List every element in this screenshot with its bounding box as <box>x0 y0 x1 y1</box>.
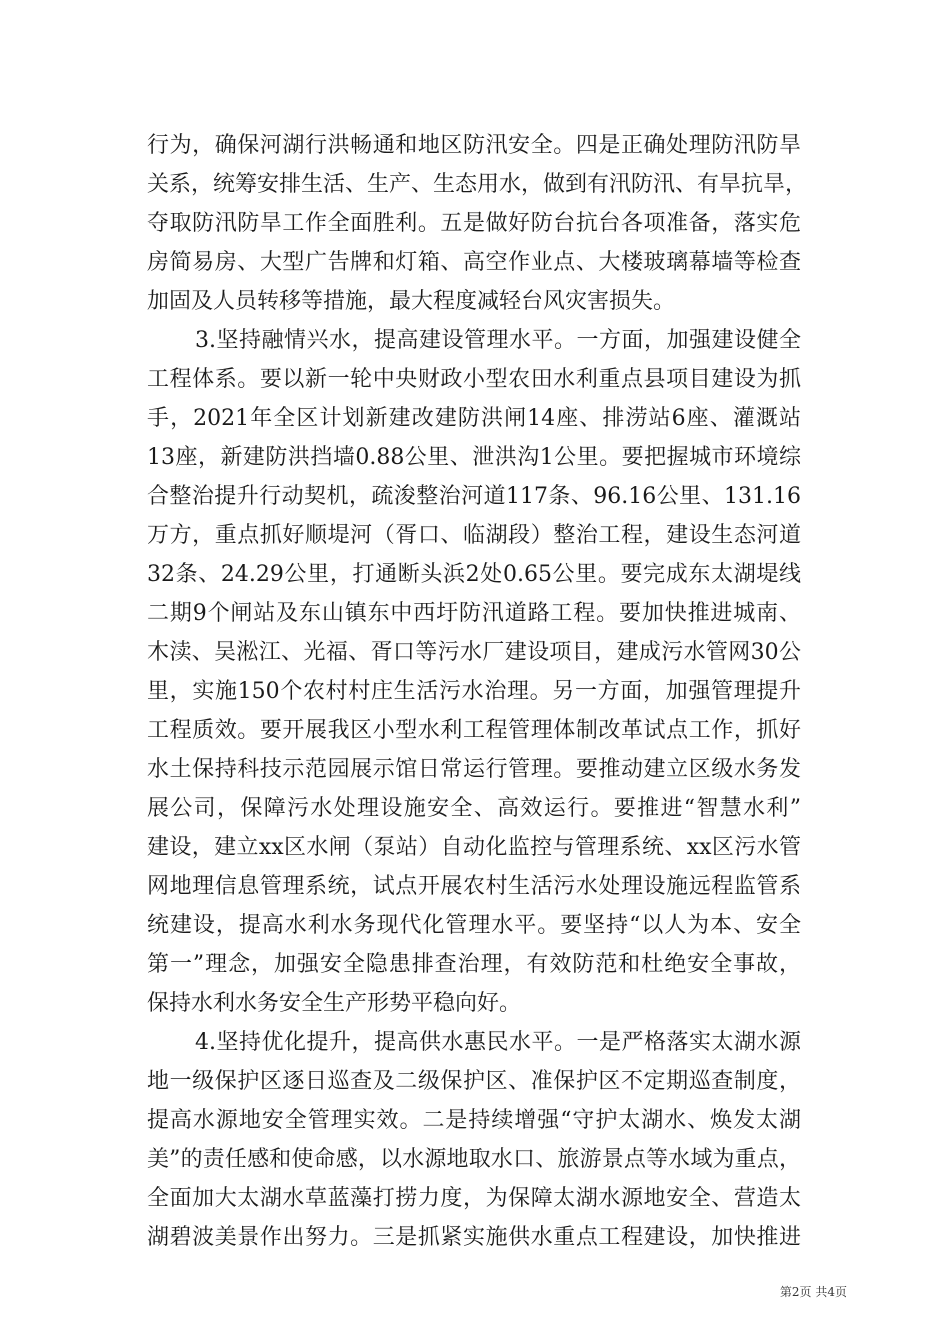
text-line: 万方，重点抓好顺堤河（胥口、临湖段）整治工程，建设生态河道 <box>147 523 801 548</box>
text-line: 保持水利水务安全生产形势平稳向好。 <box>147 991 522 1016</box>
text-line: 里，实施150个农村村庄生活污水治理。另一方面，加强管理提升 <box>147 679 801 704</box>
text-line: 水土保持科技示范园展示馆日常运行管理。要推动建立区级水务发 <box>147 757 801 782</box>
text-line: 行为，确保河湖行洪畅通和地区防汛安全。四是正确处理防汛防旱 <box>147 133 801 158</box>
text-line: 统建设，提高水利水务现代化管理水平。要坚持“以人为本、安全 <box>147 913 801 938</box>
text-line: 地一级保护区逐日巡查及二级保护区、准保护区不定期巡查制度， <box>147 1069 801 1094</box>
paragraph-heading-line: 4.坚持优化提升，提高供水惠民水平。一是严格落实太湖水源 <box>195 1030 801 1055</box>
text-line: 湖碧波美景作出努力。三是抓紧实施供水重点工程建设，加快推进 <box>147 1225 801 1250</box>
text-line: 提高水源地安全管理实效。二是持续增强“守护太湖水、焕发太湖 <box>147 1108 801 1133</box>
text-line: 建设，建立xx区水闸（泵站）自动化监控与管理系统、xx区污水管 <box>147 835 801 860</box>
text-line: 工程质效。要开展我区小型水利工程管理体制改革试点工作，抓好 <box>147 718 801 743</box>
text-line: 二期9个闸站及东山镇东中西圩防汛道路工程。要加快推进城南、 <box>147 601 801 626</box>
text-line: 关系，统筹安排生活、生产、生态用水，做到有汛防汛、有旱抗旱， <box>147 172 808 197</box>
text-line: 房简易房、大型广告牌和灯箱、高空作业点、大楼玻璃幕墙等检查 <box>147 250 801 275</box>
text-line: 32条、24.29公里，打通断头浜2处0.65公里。要完成东太湖堤线 <box>147 562 801 587</box>
text-line: 美”的责任感和使命感，以水源地取水口、旅游景点等水域为重点， <box>147 1147 801 1172</box>
page-number-footer: 第2页 共4页 <box>779 1285 847 1299</box>
paragraph-heading-line: 3.坚持融情兴水，提高建设管理水平。一方面，加强建设健全 <box>195 328 801 353</box>
text-line: 展公司，保障污水处理设施安全、高效运行。要推进“智慧水利” <box>147 796 801 821</box>
text-line: 夺取防汛防旱工作全面胜利。五是做好防台抗台各项准备，落实危 <box>147 211 801 236</box>
text-line: 手，2021年全区计划新建改建防洪闸14座、排涝站6座、灌溉站 <box>147 406 801 431</box>
text-line: 木渎、吴淞江、光福、胥口等污水厂建设项目，建成污水管网30公 <box>147 640 801 665</box>
text-line: 全面加大太湖水草蓝藻打捞力度，为保障太湖水源地安全、营造太 <box>147 1186 801 1211</box>
text-line: 第一”理念，加强安全隐患排查治理，有效防范和杜绝安全事故， <box>147 952 801 977</box>
text-line: 加固及人员转移等措施，最大程度减轻台风灾害损失。 <box>147 289 676 314</box>
text-line: 网地理信息管理系统，试点开展农村生活污水处理设施远程监管系 <box>147 874 801 899</box>
text-line: 13座，新建防洪挡墙0.88公里、泄洪沟1公里。要把握城市环境综 <box>147 445 801 470</box>
text-line: 合整治提升行动契机，疏浚整治河道117条、96.16公里、131.16 <box>147 484 801 509</box>
text-line: 工程体系。要以新一轮中央财政小型农田水利重点县项目建设为抓 <box>147 367 801 392</box>
